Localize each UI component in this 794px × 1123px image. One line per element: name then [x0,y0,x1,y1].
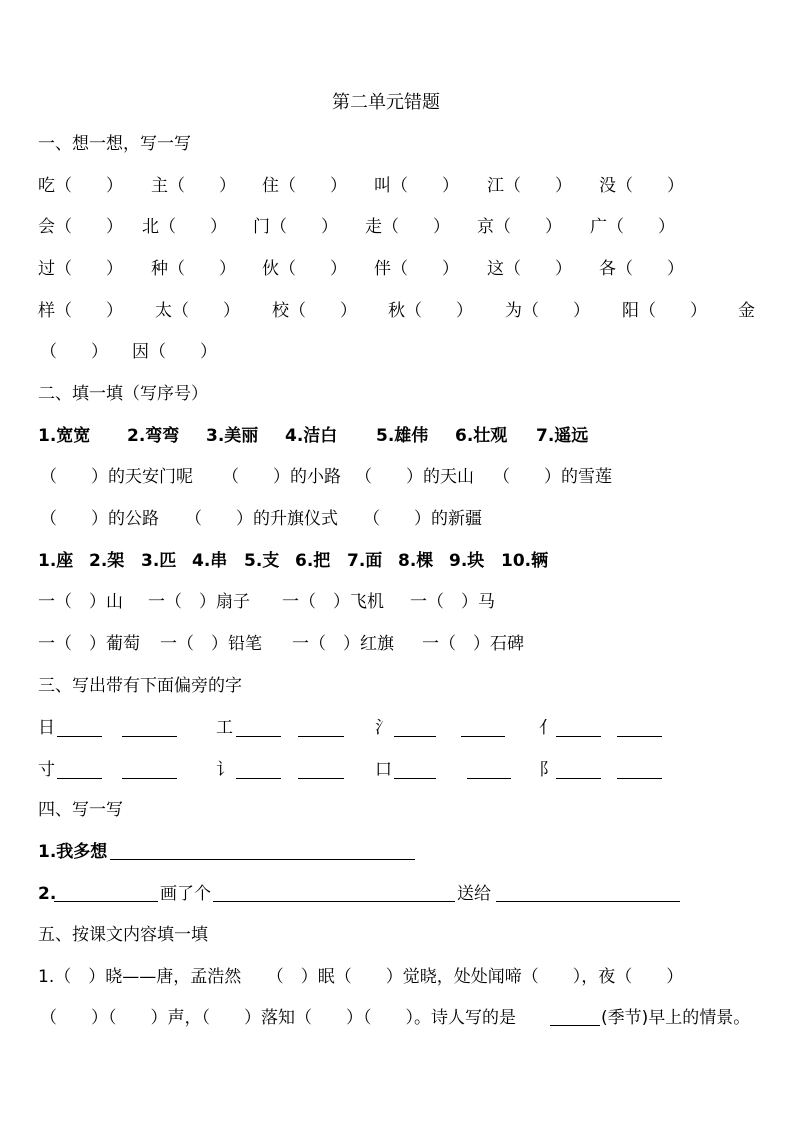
section4-heading: 四、写一写 [38,800,123,820]
answer-blank[interactable] [122,762,177,779]
answer-blank[interactable] [236,762,281,779]
phrase-item: （ ）的公路 [40,509,159,529]
char-item: 伴（ ） [374,259,459,279]
char-item: 样（ ） [38,301,123,321]
char-item: 住（ ） [262,176,347,196]
option-item: 3.美丽 [206,426,259,446]
option-item: 8.棵 [398,551,434,571]
option-item: 3.匹 [141,551,177,571]
measure-item: 一（ ）葡萄 [38,634,140,654]
answer-blank[interactable] [556,762,601,779]
option-item: 7.面 [347,551,383,571]
char-item: 门（ ） [253,217,338,237]
char-item: 阳（ ） [622,301,707,321]
poem-line-1: 1.（ ）晓——唐，孟浩然 （ ）眠（ ）觉晓，处处闻啼（ ），夜（ ） [38,967,684,987]
char-item: 叫（ ） [374,176,459,196]
phrase-item: （ ）的天安门呢 [40,467,193,487]
answer-blank[interactable] [556,720,601,737]
radical-label: 口 [375,760,392,780]
char-item: 秋（ ） [388,301,473,321]
option-item: 2.弯弯 [127,426,180,446]
measure-item: 一（ ）飞机 [282,592,384,612]
char-item: 因（ ） [132,342,217,362]
phrase-item: （ ）的新疆 [363,509,482,529]
answer-blank[interactable] [298,762,344,779]
char-item: 为（ ） [505,301,590,321]
section3-heading: 三、写出带有下面偏旁的字 [38,676,242,696]
radical-label: 寸 [38,760,55,780]
option-item: 6.壮观 [455,426,508,446]
char-item: 江（ ） [487,176,572,196]
answer-blank[interactable] [236,720,281,737]
answer-blank[interactable] [617,762,662,779]
write-label: 2. [38,884,57,904]
phrase-item: （ ）的天山 [355,467,474,487]
radical-label: 氵 [375,718,392,738]
char-item: 走（ ） [365,217,450,237]
char-item: 伙（ ） [262,259,347,279]
option-item: 2.架 [89,551,125,571]
char-item: 没（ ） [599,176,684,196]
char-item: 广（ ） [590,217,675,237]
measure-item: 一（ ）扇子 [148,592,250,612]
answer-blank[interactable] [110,843,415,860]
answer-blank[interactable] [467,762,511,779]
answer-blank[interactable] [394,720,436,737]
option-item: 5.雄伟 [376,426,429,446]
option-item: 1.座 [38,551,74,571]
radical-label: 日 [38,718,55,738]
answer-blank[interactable] [496,885,680,902]
phrase-item: （ ）的小路 [222,467,341,487]
phrase-item: （ ）的雪莲 [493,467,612,487]
char-item: 金 [738,301,755,321]
measure-item: 一（ ）铅笔 [160,634,262,654]
option-item: 1.宽宽 [38,426,91,446]
answer-blank[interactable] [298,720,344,737]
answer-blank[interactable] [617,720,662,737]
page-title: 第二单元错题 [332,92,440,113]
char-item: 主（ ） [151,176,236,196]
measure-item: 一（ ）马 [410,592,495,612]
option-item: 7.遥远 [536,426,589,446]
char-item: 太（ ） [155,301,240,321]
option-item: 9.块 [449,551,485,571]
char-item: 这（ ） [487,259,572,279]
answer-blank[interactable] [57,762,102,779]
char-item: 种（ ） [151,259,236,279]
write-label: 1.我多想 [38,842,108,862]
write-label: 送给 [457,884,491,904]
char-item: 北（ ） [142,217,227,237]
char-item: 各（ ） [599,259,684,279]
section5-heading: 五、按课文内容填一填 [38,925,208,945]
char-item: 过（ ） [38,259,123,279]
answer-blank[interactable] [122,720,177,737]
section1-heading: 一、想一想，写一写 [38,134,191,154]
char-item: 吃（ ） [38,176,123,196]
answer-blank[interactable] [461,720,505,737]
option-item: 5.支 [244,551,280,571]
option-item: 6.把 [295,551,331,571]
radical-label: 工 [216,718,233,738]
char-item: 京（ ） [477,217,562,237]
answer-blank[interactable] [213,885,455,902]
measure-item: 一（ ）石碑 [422,634,524,654]
option-item: 10.辆 [501,551,549,571]
measure-item: 一（ ）山 [38,592,123,612]
answer-blank[interactable] [394,762,436,779]
poem-text: (季节)早上的情景。 [601,1008,751,1028]
option-item: 4.串 [192,551,228,571]
char-item: 会（ ） [38,217,123,237]
phrase-item: （ ）的升旗仪式 [185,509,338,529]
write-label: 画了个 [160,884,211,904]
answer-blank[interactable] [54,885,158,902]
option-item: 4.洁白 [285,426,338,446]
poem-text: （ ）（ ）声，（ ）落知（ ）（ ）。诗人写的是 [40,1008,516,1028]
char-item: 校（ ） [272,301,357,321]
answer-blank[interactable] [57,720,102,737]
char-item: （ ） [40,342,108,362]
section2-heading: 二、填一填（写序号） [38,384,208,404]
radical-label: 讠 [216,760,233,780]
measure-item: 一（ ）红旗 [292,634,394,654]
radical-label: 阝 [539,760,556,780]
radical-label: 亻 [539,718,556,738]
answer-blank[interactable] [550,1009,600,1026]
